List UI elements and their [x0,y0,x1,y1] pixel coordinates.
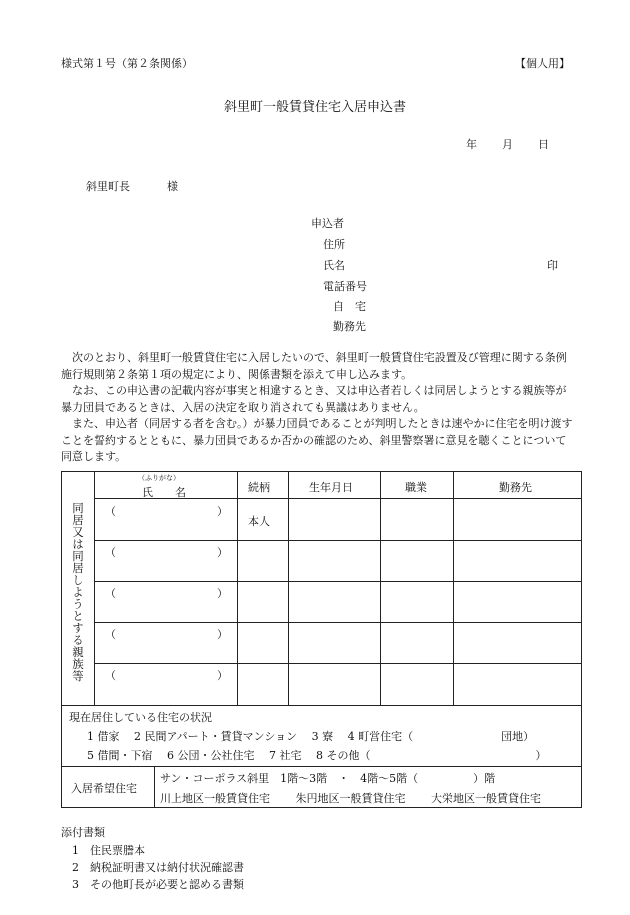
row-2-paren-close: ） [217,546,228,559]
form-number: 様式第１号（第２条関係） [61,57,193,70]
row-5-paren-open: （ [105,669,116,682]
declaration-paragraph-3: また、申込者（同居する者を含む。）が暴力団員であることが判明したときは速やかに住宅を明け渡すことを誓約するとともに、暴力団員であるか否かの確認のため、斜里警察署に意見を聴くことについて同意します。 [61,417,573,463]
attachment-item-2: 2 納税証明書又は納付状況確認書 [72,861,244,874]
desired-housing-option-2: 川上地区一般賃貸住宅 朱円地区一般賃貸住宅 大栄地区一般賃貸住宅 [160,792,541,805]
row-3-paren-open: （ [105,587,116,600]
page-title: 斜里町一般賃貸住宅入居申込書 [223,100,406,115]
attachments-title: 添付書類 [61,826,105,839]
date-day: 日 [538,138,549,151]
family-table [61,471,582,808]
birthdate-header: 生年月日 [309,481,353,494]
declaration-paragraph-2: なお、この申込書の記載内容が事実と相違するとき、又は申込者若しくは同居しようとする親族等が暴力団員であるときは、入居の決定を取り消されても異議はありません。 [61,384,567,414]
addressee-honorific: 様 [167,180,178,193]
copy-type-label: 【個人用】 [515,57,570,70]
declaration-text [61,350,577,466]
declaration-paragraph-1: 次のとおり、斜里町一般賃貸住宅に入居したいので、斜里町一般賃貸住宅設置及び管理に関する条例施行規則第２条第１項の規定により、関係書類を添えて申し込みます。 [61,351,567,381]
row-2-paren-open: （ [105,546,116,559]
current-housing-options-2: 5 借間・下宿 6 公団・公社住宅 7 社宅 8 その他（ ） [87,749,547,762]
family-side-label: 同居又は同居しようとする親族等 [71,502,85,682]
workplace-header: 勤務先 [499,481,532,494]
relation-header: 続柄 [248,481,270,494]
date-year: 年 [466,138,477,151]
applicant-label: 申込者 [311,217,344,230]
row-1-relation: 本人 [248,515,270,528]
applicant-name-label: 氏名 [323,259,345,272]
current-housing-title: 現在居住している住宅の状況 [69,711,212,724]
addressee-name: 斜里町長 [86,180,130,193]
row-3-paren-close: ） [217,587,228,600]
desired-housing-option-1: サン・コーポラス斜里 1階～3階 ・ 4階～5階（ ）階 [160,772,496,785]
row-4-paren-close: ） [217,628,228,641]
job-header: 職業 [405,481,427,494]
row-1-paren-close: ） [217,505,228,518]
row-5-paren-close: ） [217,669,228,682]
attachment-item-3: 3 その他町長が必要と認める書類 [72,878,244,891]
applicant-work-label: 勤務先 [333,320,366,333]
applicant-home-label: 自 宅 [333,300,366,313]
attachment-item-1: 1 住民票謄本 [72,844,145,857]
name-header: 氏 名 [142,486,186,499]
date-month: 月 [502,138,513,151]
row-4-paren-open: （ [105,628,116,641]
desired-housing-label: 入居希望住宅 [71,782,137,795]
applicant-address-label: 住所 [323,238,345,251]
current-housing-options-1: 1 借家 2 民間アパート・賃貸マンション 3 寮 4 町営住宅（ 団地） [87,730,535,743]
furigana-header: （ふりがな） [138,474,180,482]
applicant-phone-label: 電話番号 [323,280,367,293]
row-1-paren-open: （ [105,505,116,518]
seal-mark: 印 [547,259,558,272]
